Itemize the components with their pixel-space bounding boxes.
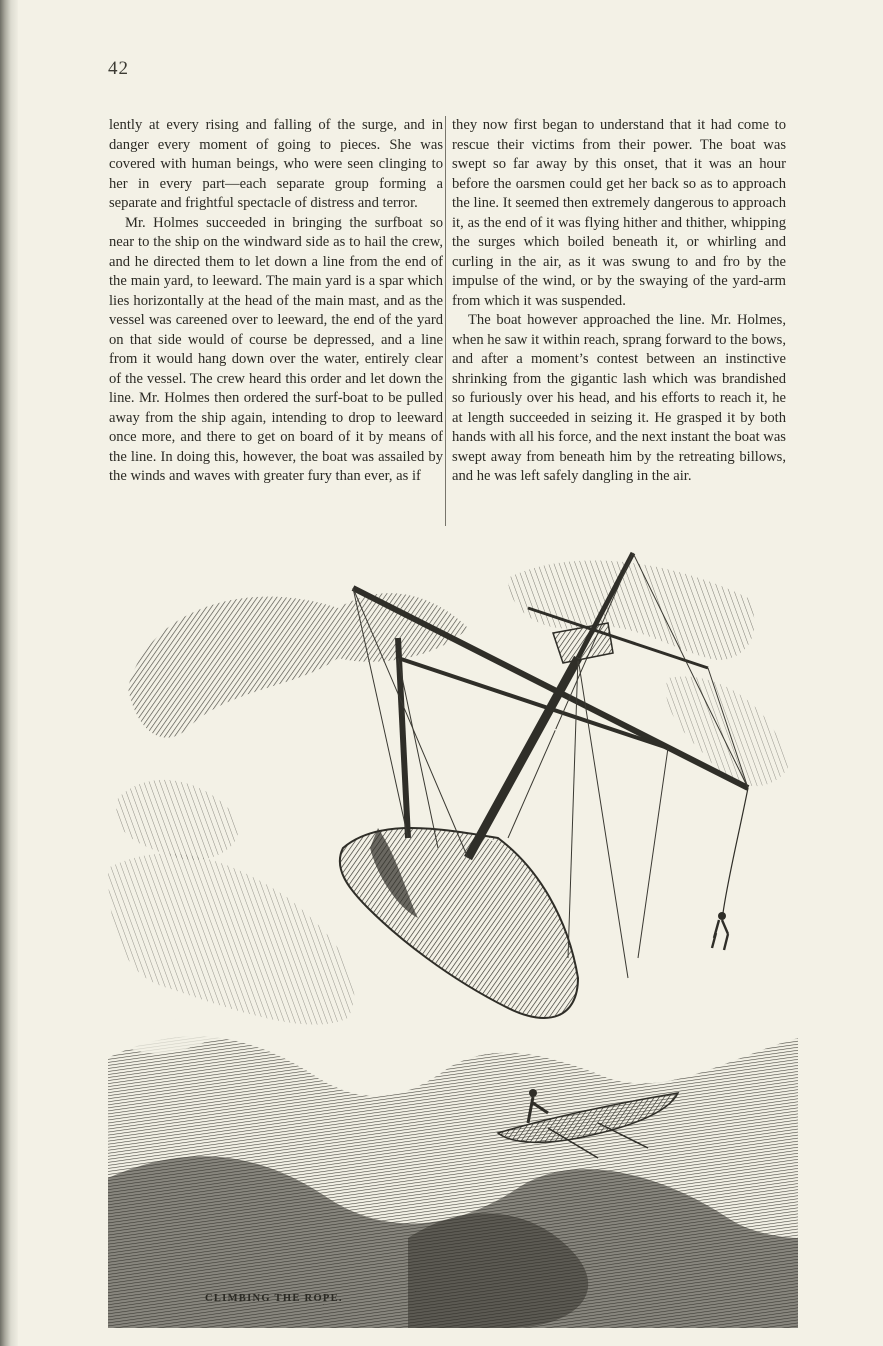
paragraph: they now first began to understand that it had come to rescue their victims from their power. The boat was swept so far away by this onset, that it was an hour before the oarsmen could get her back so as to approach the line. It seemed then extremely dangerous to approach it, as the end of it was flying hither and thither, whipping the surges which boiled beneath it, or whirling and curling in the air, as it was swung to and fro by the impulse of the wind, or by the swaying of the yard-arm from which it was suspended. — [452, 117, 786, 309]
paragraph: Mr. Holmes succeeded in bringing the surfboat so near to the ship on the windward side as to hail the crew, and he directed them to let down a line from the end of the main yard, to leeward. The main yard is a spar which lies horizontally at the head of the main mast, and as the vessel was careened over to leeward, the end of the yard on that side would of course be depressed, and a line from it would hang down over the water, entirely clear of the vessel. The crew heard this order and let down the line. Mr. Holmes then ordered the surf-boat to be pulled away from the ship again, intending to drop to leeward once more, and there to get on board of it by means of the line. In doing this, however, the boat was assailed by the winds and waves with greater fury than ever, as if — [109, 214, 443, 484]
storm-cloud — [666, 676, 788, 786]
climbing-man — [712, 912, 728, 950]
sea-spray — [108, 854, 354, 1025]
page-number: 42 — [108, 58, 129, 79]
storm-cloud — [508, 561, 754, 660]
rope — [723, 788, 748, 913]
book-spine-shadow — [0, 0, 18, 1346]
left-text-column — [109, 116, 443, 487]
storm-cloud — [116, 780, 238, 860]
column-divider — [445, 116, 446, 526]
right-text-column — [452, 116, 786, 487]
fore-mast — [398, 638, 408, 838]
crows-nest — [553, 623, 613, 663]
paragraph: lently at every rising and falling of the surge, and in danger every moment of going to pieces. She was covered with human beings, who were seen clinging to her in every part—each separate group forming a separate and frightful spectacle of distress and terror. — [109, 117, 443, 211]
paragraph: The boat however approached the line. Mr. Holmes, when he saw it within reach, sprang forward to the bows, and after a moment’s contest between an instinctive shrinking from the gigantic lash which was brandished so furiously over his head, and his efforts to reach it, he at length succeeded in seizing it. He grasped it by both hands with all his force, and the next instant the boat was swept away from beneath him by the retreating billows, and he was left safely dangling in the air. — [452, 312, 786, 484]
mast-bands — [488, 726, 556, 842]
illustration-caption: CLIMBING THE ROPE. — [205, 1293, 343, 1304]
ship-in-storm-engraving — [108, 538, 798, 1328]
